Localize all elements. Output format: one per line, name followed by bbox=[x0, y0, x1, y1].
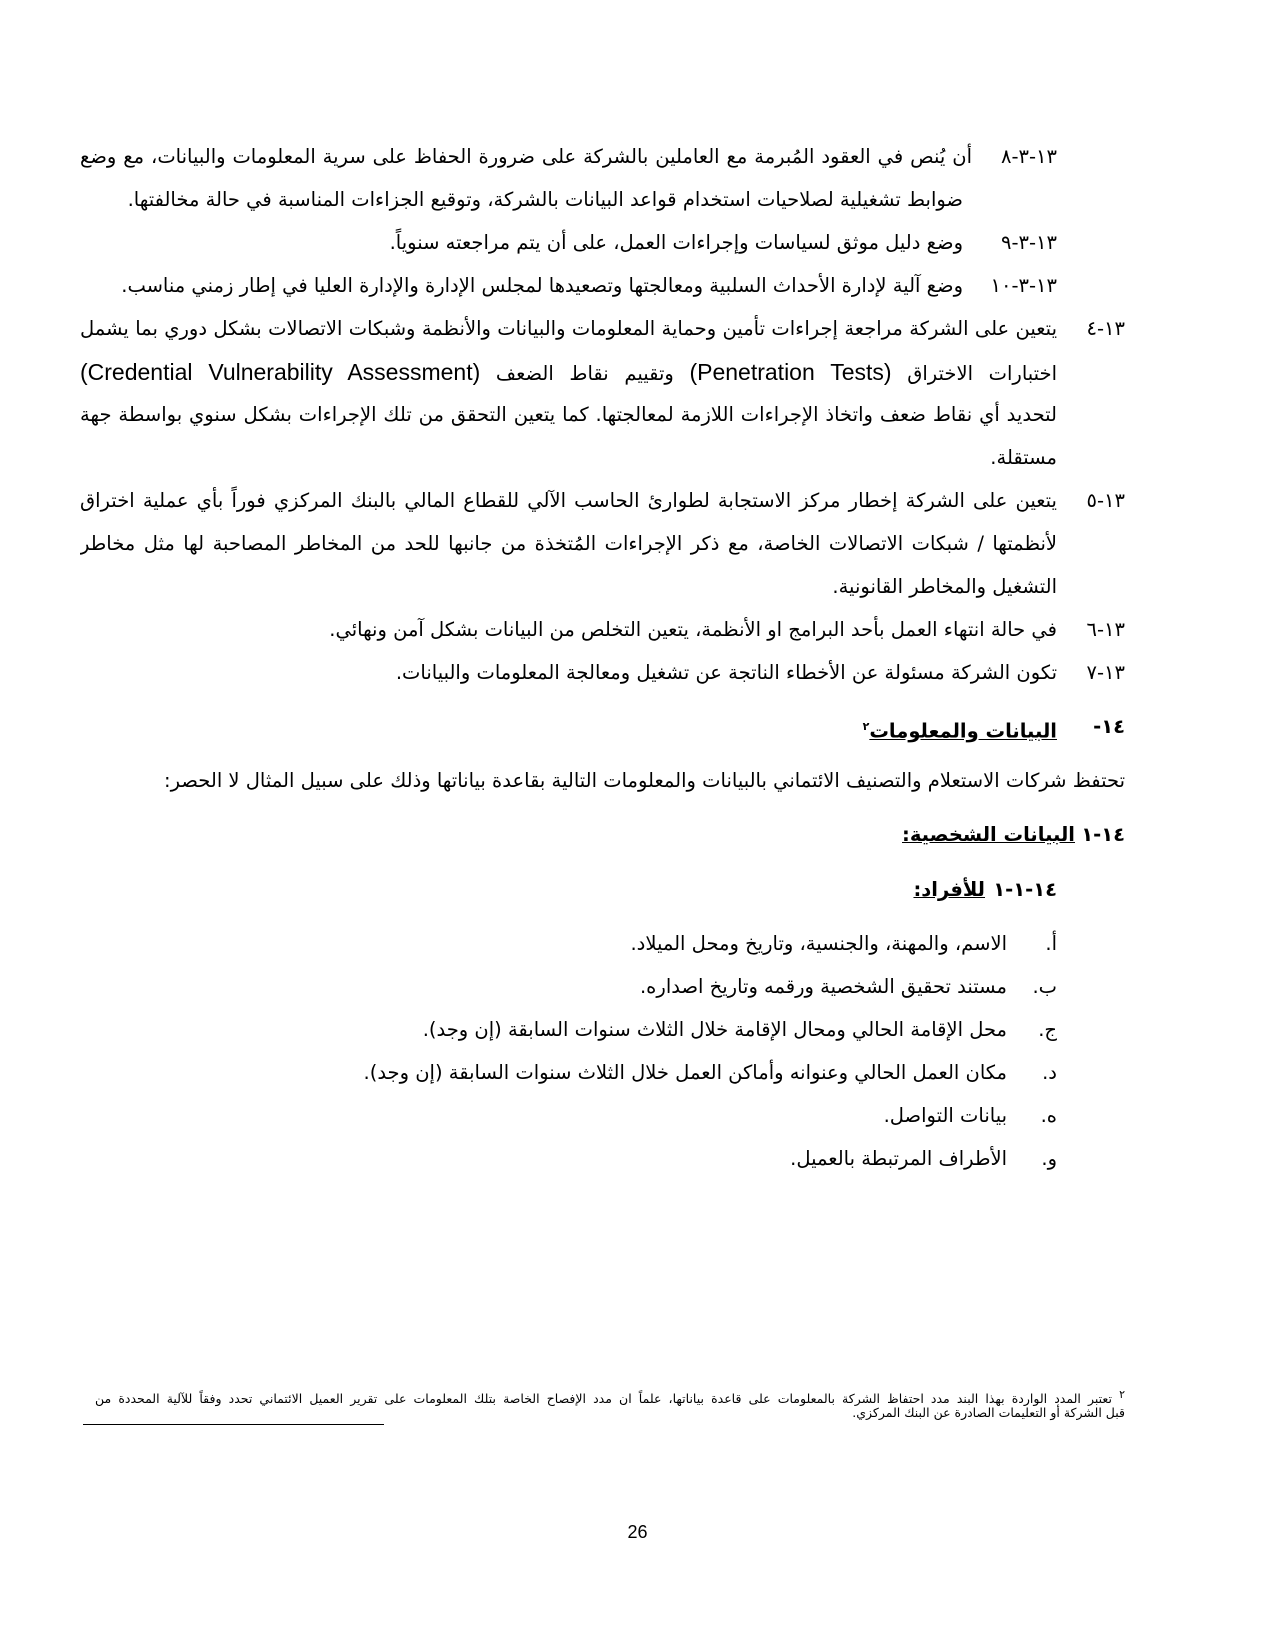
list-marker: ب. bbox=[1032, 975, 1057, 998]
subsection-number: ١٤-١ bbox=[1081, 823, 1125, 846]
english-term: (Credential Vulnerability Assessment) bbox=[80, 359, 481, 385]
item-13-5-line-1: يتعين على الشركة إخطار مركز الاستجابة لطوارئ الحاسب الآلي للقطاع المالي بالبنك المركزي فوراً بأي عملية اختراق bbox=[80, 489, 1057, 512]
item-number: ١٣-٤ bbox=[1086, 317, 1125, 340]
item-number: ١٣-٣-٨ bbox=[1000, 145, 1057, 168]
footnote-line-2: قبل الشركة أو التعليمات الصادرة عن البنك المركزي. bbox=[852, 1405, 1125, 1420]
section-intro: تحتفظ شركات الاستعلام والتصنيف الائتماني بالبيانات والمعلومات التالية بقاعدة بياناتها وذلك على سبيل المثال لا الحصر: bbox=[164, 769, 1125, 792]
item-13-7-text: تكون الشركة مسئولة عن الأخطاء الناتجة عن تشغيل ومعالجة المعلومات والبيانات. bbox=[395, 661, 1057, 684]
list-item: محل الإقامة الحالي ومحال الإقامة خلال الثلاث سنوات السابقة (إن وجد). bbox=[422, 1018, 1007, 1041]
item-number: ١٣-٥ bbox=[1086, 489, 1125, 512]
list-item: الأطراف المرتبطة بالعميل. bbox=[790, 1147, 1007, 1170]
list-marker: ه. bbox=[1040, 1104, 1057, 1127]
item-13-5-line-2: لأنظمتها / شبكات الاتصالات الخاصة، مع ذكر الإجراءات المُتخذة من جانبها للحد من المخاطر المصاحبة لها مثل مخاطر bbox=[80, 532, 1057, 555]
item-number: ١٣-٧ bbox=[1086, 661, 1125, 684]
subsection-title: البيانات الشخصية: bbox=[902, 823, 1075, 846]
item-13-6-text: في حالة انتهاء العمل بأحد البرامج او الأنظمة، يتعين التخلص من البيانات بشكل آمن ونهائي. bbox=[329, 618, 1057, 641]
list-item: الاسم، والمهنة، والجنسية، وتاريخ ومحل الميلاد. bbox=[630, 932, 1007, 955]
item-13-3-10-text: وضع آلية لإدارة الأحداث السلبية ومعالجتها وتصعيدها لمجلس الإدارة والإدارة العليا في إطار زمني مناسب. bbox=[121, 274, 963, 297]
item-number: ١٣-٣-١٠ bbox=[990, 274, 1057, 297]
section-title: البيانات والمعلومات bbox=[869, 719, 1057, 743]
section-number: ١٤- bbox=[1093, 715, 1125, 738]
footnote-text: تعتبر المدد الواردة بهذا البند مدد احتفاظ الشركة بالمعلومات على قاعدة بياناتها، علماً ان مدد الإفصاح الخاصة بتلك المعلومات على تقرير العميل الائتماني تحدد وفقاً للآلية المحددة من bbox=[95, 1391, 1112, 1407]
item-number: ١٣-٣-٩ bbox=[1000, 231, 1057, 254]
list-item: بيانات التواصل. bbox=[883, 1104, 1007, 1127]
item-13-4-line-3: لتحديد أي نقاط ضعف واتخاذ الإجراءات اللازمة لمعالجتها. كما يتعين التحقق من تلك الإجراءات بشكل سنوي بواسطة جهة bbox=[80, 403, 1057, 426]
subsubsection-number: ١٤-١-١ bbox=[993, 878, 1057, 901]
text-segment: اختبارات الاختراق bbox=[907, 362, 1058, 385]
page-number: 26 bbox=[627, 1522, 648, 1542]
item-13-3-8-line-2: ضوابط تشغيلية لصلاحيات استخدام قواعد البيانات بالشركة، وتوقيع الجزاءات المناسبة في حالة مخالفتها. bbox=[127, 188, 963, 211]
item-13-4-line-4: مستقلة. bbox=[990, 446, 1057, 469]
item-number: ١٣-٦ bbox=[1086, 618, 1125, 641]
subsubsection-title: للأفراد: bbox=[913, 878, 985, 901]
item-13-3-9-text: وضع دليل موثق لسياسات وإجراءات العمل، على أن يتم مراجعته سنوياً. bbox=[389, 231, 963, 254]
list-item: مستند تحقيق الشخصية ورقمه وتاريخ اصداره. bbox=[639, 975, 1007, 998]
text-segment: وتقييم نقاط الضعف bbox=[495, 362, 674, 385]
section-heading bbox=[863, 712, 1057, 747]
footnote-separator bbox=[83, 1424, 384, 1425]
english-term: (Penetration Tests) bbox=[689, 359, 892, 385]
footnote-reference: ٢ bbox=[862, 720, 870, 733]
list-marker: أ. bbox=[1045, 932, 1057, 955]
item-13-4-line-1: يتعين على الشركة مراجعة إجراءات تأمين وحماية المعلومات والبيانات والأنظمة وشبكات الاتصالات بشكل دوري بما يشمل bbox=[80, 317, 1057, 340]
list-marker: د. bbox=[1042, 1061, 1057, 1084]
item-13-4-line-2 bbox=[80, 357, 1057, 387]
footnote-mark: ٢ bbox=[1119, 1388, 1125, 1401]
item-13-3-8-line-1: أن يُنص في العقود المُبرمة مع العاملين بالشركة على ضرورة الحفاظ على سرية المعلومات والبيانات، مع وضع bbox=[80, 145, 972, 168]
list-marker: و. bbox=[1041, 1147, 1057, 1170]
item-13-5-line-3: التشغيل والمخاطر القانونية. bbox=[832, 575, 1057, 598]
list-marker: ج. bbox=[1038, 1018, 1057, 1041]
list-item: مكان العمل الحالي وعنوانه وأماكن العمل خلال الثلاث سنوات السابقة (إن وجد). bbox=[363, 1061, 1007, 1084]
